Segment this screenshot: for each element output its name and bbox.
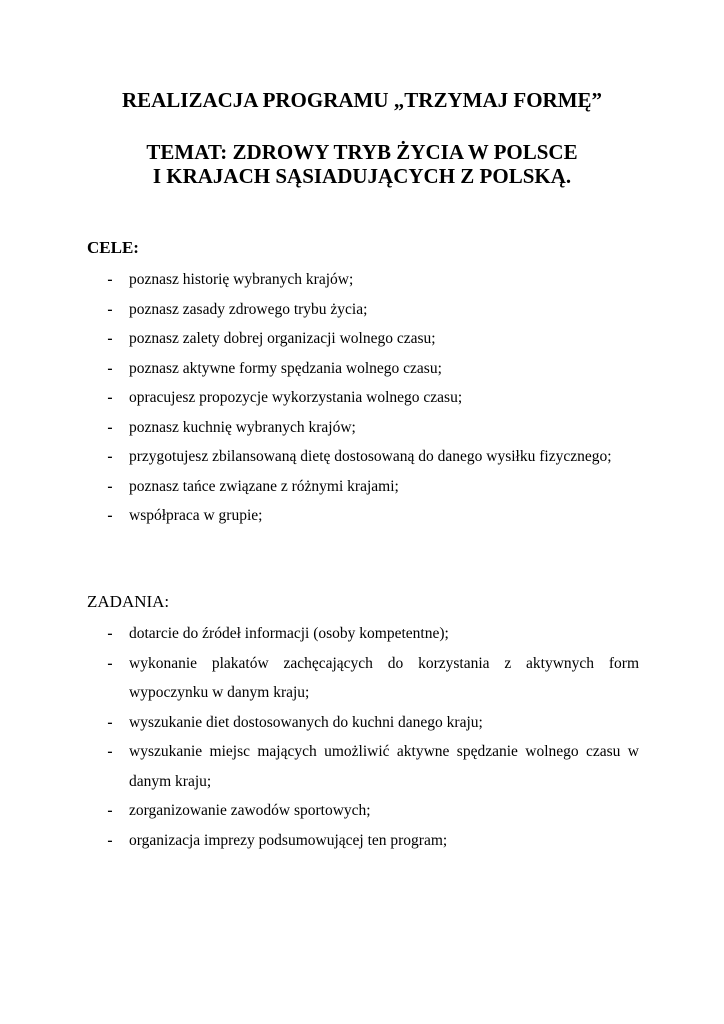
list-item-text: poznasz tańce związane z różnymi krajami;: [129, 477, 399, 495]
bullet-dash: -: [107, 477, 113, 495]
bullet-dash: -: [107, 389, 113, 406]
bullet-dash: -: [107, 713, 113, 731]
list-item-text: poznasz zalety dobrej organizacji wolnego czasu;: [129, 330, 436, 347]
zadania-heading: ZADANIA:: [87, 592, 170, 611]
document-title: REALIZACJA PROGRAMU „TRZYMAJ FORMĘ”: [121, 88, 603, 112]
list-item: [103, 354, 639, 384]
list-item: [103, 472, 639, 502]
bullet-dash: -: [107, 418, 113, 436]
list-item-text: poznasz kuchnię wybranych krajów;: [129, 418, 356, 436]
list-item: [103, 501, 639, 531]
bullet-dash: -: [107, 271, 113, 288]
list-item: [103, 295, 639, 325]
list-item: [103, 708, 639, 738]
bullet-dash: -: [107, 654, 113, 672]
bullet-dash: -: [107, 507, 113, 524]
bullet-dash: -: [107, 831, 113, 849]
list-item-text: wykonanie plakatów zachęcających do korzystania z aktywnych form wypoczynku w danym kraju;: [129, 654, 639, 701]
bullet-dash: -: [107, 359, 113, 377]
list-item: [103, 826, 639, 856]
list-item: [103, 737, 639, 796]
zadania-list: [103, 619, 639, 855]
bullet-dash: -: [107, 300, 113, 318]
bullet-dash: -: [107, 330, 113, 347]
list-item: [103, 649, 639, 708]
list-item-text: organizacja imprezy podsumowującej ten program;: [129, 831, 448, 849]
list-item: [103, 324, 639, 354]
list-item: [103, 265, 639, 295]
list-item-text: współpraca w grupie;: [129, 507, 263, 524]
list-item-text: poznasz aktywne formy spędzania wolnego czasu;: [129, 359, 442, 377]
list-item-text: poznasz historię wybranych krajów;: [129, 271, 354, 288]
list-item-text: opracujesz propozycje wykorzystania wolnego czasu;: [129, 389, 463, 406]
list-item-text: zorganizowanie zawodów sportowych;: [129, 802, 371, 819]
bullet-dash: -: [107, 802, 113, 819]
bullet-dash: -: [107, 448, 113, 465]
list-item: [103, 413, 639, 443]
bullet-dash: -: [107, 625, 113, 642]
list-item: [103, 619, 639, 649]
list-item: [103, 442, 639, 472]
cele-heading: CELE:: [87, 238, 139, 257]
list-item-text: dotarcie do źródeł informacji (osoby kompetentne);: [129, 625, 449, 642]
list-item: [103, 383, 639, 413]
topic-line-1: TEMAT: ZDROWY TRYB ŻYCIA W POLSCE: [146, 140, 578, 164]
list-item-text: przygotujesz zbilansowaną dietę dostosowaną do danego wysiłku fizycznego;: [129, 448, 612, 465]
list-item-text: wyszukanie miejsc mających umożliwić aktywne spędzanie wolnego czasu w danym kraju;: [129, 743, 639, 790]
list-item-text: wyszukanie diet dostosowanych do kuchni danego kraju;: [129, 713, 483, 731]
list-item: [103, 796, 639, 826]
bullet-dash: -: [107, 743, 113, 760]
list-item-text: poznasz zasady zdrowego trybu życia;: [129, 300, 368, 318]
topic-line-2: I KRAJACH SĄSIADUJĄCYCH Z POLSKĄ.: [152, 164, 572, 188]
topic-heading: [0, 140, 724, 188]
cele-list: [103, 265, 639, 531]
